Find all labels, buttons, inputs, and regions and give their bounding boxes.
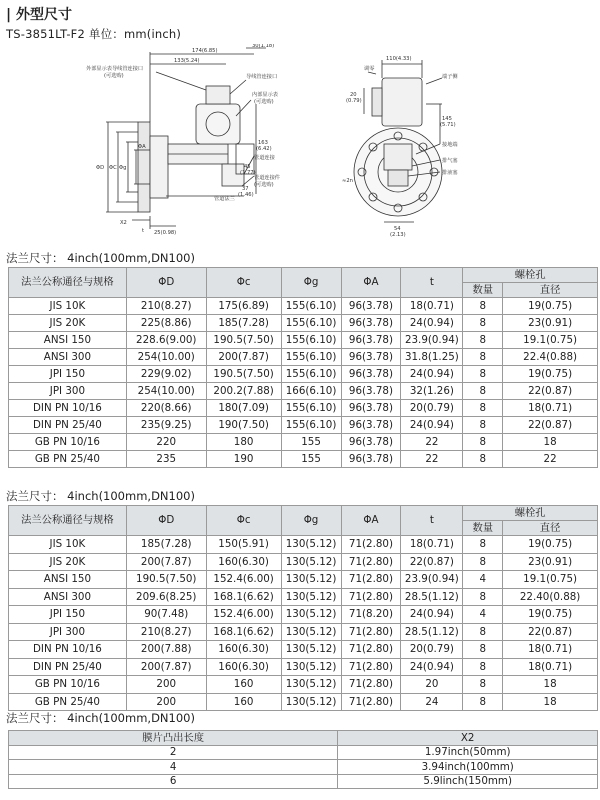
table-cell: 8 (463, 676, 503, 694)
table-cell: 24(0.94) (401, 606, 463, 624)
label-optional-2: (可选购) (254, 99, 274, 105)
dim-phi-a: ΦA (138, 144, 146, 150)
table-cell: 254(10.00) (126, 383, 206, 400)
table-cell: 130(5.12) (281, 606, 341, 624)
spec-cell: JPI 300 (9, 623, 127, 641)
table-cell: 166(6.10) (281, 383, 341, 400)
spec-cell: ANSI 300 (9, 588, 127, 606)
table-cell: 96(3.78) (341, 434, 401, 451)
table-cell: 130(5.12) (281, 641, 341, 659)
table-cell: 71(2.80) (341, 641, 401, 659)
dim-x2: X2 (120, 220, 127, 226)
table-row (9, 349, 598, 366)
spec-cell: JIS 20K (9, 553, 127, 571)
table-cell: 8 (463, 641, 503, 659)
table-cell: 200(7.87) (206, 349, 281, 366)
dim-163: 163 (258, 140, 268, 146)
table-cell: 160(6.30) (206, 553, 281, 571)
table-cell: 130(5.12) (281, 693, 341, 711)
table-cell: 155(6.10) (281, 315, 341, 332)
table-row (9, 606, 598, 624)
table-cell: 210(8.27) (126, 298, 206, 315)
table-cell: 1.97inch(50mm) (338, 745, 598, 760)
table-cell: 8 (463, 298, 503, 315)
table-cell: 23.9(0.94) (401, 332, 463, 349)
table3-body (9, 745, 598, 789)
table-cell: 19.1(0.75) (503, 571, 598, 589)
table-cell: 24(0.94) (401, 658, 463, 676)
table-cell: 229(9.02) (126, 366, 206, 383)
table-cell: 190(7.50) (206, 417, 281, 434)
table-row (9, 760, 598, 775)
table-cell: 160(6.30) (206, 658, 281, 676)
table-cell: 235 (126, 451, 206, 468)
table-cell: 220 (126, 434, 206, 451)
col-header-phi-g: Φg (281, 506, 341, 536)
table-cell: 160 (206, 676, 281, 694)
dim-20-inch: (0.79) (346, 98, 362, 104)
table-row (9, 553, 598, 571)
table-cell: 8 (463, 536, 503, 554)
table-row (9, 366, 598, 383)
dim-37: 37 (242, 186, 249, 192)
dim-133: 133(5.24) (174, 58, 200, 64)
table-cell: 235(9.25) (126, 417, 206, 434)
table-cell: 28.5(1.12) (401, 623, 463, 641)
col-header-protrusion: 膜片凸出长度 (9, 731, 338, 746)
table-row (9, 417, 598, 434)
label-terminal-side: 端子侧 (442, 74, 458, 80)
table-cell: 200.2(7.88) (206, 383, 281, 400)
spec-cell: ANSI 300 (9, 349, 127, 366)
dim-30: 30(1.18) (252, 44, 275, 49)
table-cell: 90(7.48) (126, 606, 206, 624)
table-cell: 19(0.75) (503, 536, 598, 554)
table-cell: 18(0.71) (503, 641, 598, 659)
dim-45-inch: (1.77) (240, 170, 256, 176)
table-cell: 71(2.80) (341, 588, 401, 606)
spec-cell: DIN PN 10/16 (9, 641, 127, 659)
table-cell: 225(8.86) (126, 315, 206, 332)
table-cell: 24(0.94) (401, 417, 463, 434)
dim-phi-d: ΦD (96, 165, 105, 171)
table-cell: 71(8.20) (341, 606, 401, 624)
table-cell: 22(0.87) (503, 623, 598, 641)
spec-cell: GB PN 25/40 (9, 693, 127, 711)
table-row (9, 641, 598, 659)
table-cell: 8 (463, 417, 503, 434)
col-header-phi-a: ΦA (341, 268, 401, 298)
table-row (9, 571, 598, 589)
table-cell: 152.4(6.00) (206, 606, 281, 624)
spec-cell: GB PN 10/16 (9, 434, 127, 451)
col-header-bolt-holes: 螺栓孔 (463, 506, 598, 521)
label-pipe-connection: 管道连接 (254, 155, 275, 161)
table-cell: 160(6.30) (206, 641, 281, 659)
table-cell: 8 (463, 623, 503, 641)
table-cell: 22 (401, 434, 463, 451)
table-cell: 23(0.91) (503, 315, 598, 332)
table-cell: 96(3.78) (341, 315, 401, 332)
table-row (9, 315, 598, 332)
table-cell: 8 (463, 553, 503, 571)
table-cell: 185(7.28) (126, 536, 206, 554)
spec-cell: DIN PN 10/16 (9, 400, 127, 417)
col-header-phi-c: Φc (206, 268, 281, 298)
table-cell: 32(1.26) (401, 383, 463, 400)
model-unit-subtitle: TS-3851LT-F2 单位：mm(inch) (6, 27, 182, 41)
table-cell: 23(0.91) (503, 553, 598, 571)
table-cell: 155(6.10) (281, 417, 341, 434)
table2-body (9, 536, 598, 711)
label-ground-terminal: 接地端 (442, 142, 458, 148)
dim-54: 54 (394, 226, 401, 232)
table-row (9, 332, 598, 349)
table-cell: 155(6.10) (281, 298, 341, 315)
spec-cell: DIN PN 25/40 (9, 658, 127, 676)
dim-174: 174(6.85) (192, 48, 218, 54)
spec-cell: JPI 150 (9, 366, 127, 383)
table-cell: 71(2.80) (341, 693, 401, 711)
table-cell: 155 (281, 451, 341, 468)
table-cell: 28.5(1.12) (401, 588, 463, 606)
table-cell: 8 (463, 658, 503, 676)
dim-phi-g: Φg (119, 165, 127, 171)
table-cell: 96(3.78) (341, 349, 401, 366)
spec-cell: 2 (9, 745, 338, 760)
table-cell: 168.1(6.62) (206, 623, 281, 641)
label-external-display-conduit: 外部显示表导线管连接口 (86, 66, 144, 72)
spec-cell: JIS 10K (9, 536, 127, 554)
col-header-t: t (401, 506, 463, 536)
spec-cell: DIN PN 25/40 (9, 417, 127, 434)
table-cell: 155(6.10) (281, 349, 341, 366)
table-cell: 18 (503, 434, 598, 451)
table-cell: 8 (463, 434, 503, 451)
table-cell: 22(0.87) (503, 383, 598, 400)
label-pipe-fitting: 管道连接件 (254, 175, 280, 181)
col-header-x2: X2 (338, 731, 598, 746)
table2-label: 法兰尺寸： 4inch(100mm,DN100) (6, 489, 195, 503)
table-cell: 209.6(8.25) (126, 588, 206, 606)
col-header-phi-a: ΦA (341, 506, 401, 536)
table-cell: 168.1(6.62) (206, 588, 281, 606)
table-cell: 96(3.78) (341, 400, 401, 417)
table-cell: 8 (463, 383, 503, 400)
table-cell: 160 (206, 693, 281, 711)
dim-54-inch: (2.13) (390, 232, 406, 238)
dim-2n: ≈2n (342, 178, 353, 184)
table1-body (9, 298, 598, 468)
dim-145-inch: (5.71) (440, 122, 456, 128)
label-vent-plug: 排气塞 (442, 158, 458, 164)
table-cell: 200(7.87) (126, 658, 206, 676)
table-cell: 8 (463, 349, 503, 366)
flange-table-1 (8, 267, 598, 468)
col-header-quantity: 数量 (463, 283, 503, 298)
table-cell: 22(0.87) (503, 417, 598, 434)
dim-20: 20 (350, 92, 357, 98)
dim-t: t (142, 228, 145, 234)
table-cell: 220(8.66) (126, 400, 206, 417)
table-cell: 22.40(0.88) (503, 588, 598, 606)
col-header-spec: 法兰公称通径与规格 (9, 506, 127, 536)
spec-cell: JPI 150 (9, 606, 127, 624)
table-cell: 20 (401, 676, 463, 694)
table-cell: 24(0.94) (401, 366, 463, 383)
table-cell: 200(7.88) (126, 641, 206, 659)
table-row (9, 383, 598, 400)
table-cell: 228.6(9.00) (126, 332, 206, 349)
label-conduit-connection: 导线管连接口 (246, 74, 278, 80)
dim-110: 110(4.33) (386, 56, 412, 62)
table-row (9, 658, 598, 676)
col-header-phi-d: ΦD (126, 268, 206, 298)
table-cell: 20(0.79) (401, 400, 463, 417)
spec-cell: ANSI 150 (9, 571, 127, 589)
table-cell: 19(0.75) (503, 298, 598, 315)
col-header-diameter: 直径 (503, 521, 598, 536)
table-cell: 4 (463, 571, 503, 589)
table-cell: 18 (503, 693, 598, 711)
table-row (9, 693, 598, 711)
table-cell: 130(5.12) (281, 553, 341, 571)
table-row (9, 400, 598, 417)
table-cell: 130(5.12) (281, 536, 341, 554)
table-row (9, 774, 598, 789)
col-header-t: t (401, 268, 463, 298)
table-cell: 155(6.10) (281, 332, 341, 349)
dim-145: 145 (442, 116, 452, 122)
spec-cell: 4 (9, 760, 338, 775)
spec-cell: JIS 10K (9, 298, 127, 315)
table-cell: 152.4(6.00) (206, 571, 281, 589)
table-cell: 155(6.10) (281, 366, 341, 383)
diaphragm-table (8, 730, 598, 789)
col-header-phi-g: Φg (281, 268, 341, 298)
label-optional-1: (可选购) (104, 73, 124, 79)
spec-cell: ANSI 150 (9, 332, 127, 349)
dim-phi-c: ΦC (109, 165, 117, 171)
table-cell: 22.4(0.88) (503, 349, 598, 366)
table-cell: 18(0.71) (401, 536, 463, 554)
table-cell: 71(2.80) (341, 553, 401, 571)
table-cell: 8 (463, 588, 503, 606)
table-cell: 71(2.80) (341, 536, 401, 554)
table-cell: 190.5(7.50) (206, 332, 281, 349)
table-cell: 8 (463, 366, 503, 383)
flange-table-2 (8, 505, 598, 711)
table-cell: 130(5.12) (281, 658, 341, 676)
table-cell: 71(2.80) (341, 676, 401, 694)
label-optional-3: (可选购) (254, 182, 274, 188)
col-header-spec: 法兰公称通径与规格 (9, 268, 127, 298)
table-row (9, 588, 598, 606)
table-cell: 96(3.78) (341, 332, 401, 349)
table-cell: 24(0.94) (401, 315, 463, 332)
table-cell: 185(7.28) (206, 315, 281, 332)
table-cell: 96(3.78) (341, 298, 401, 315)
table-cell: 8 (463, 693, 503, 711)
table-cell: 254(10.00) (126, 349, 206, 366)
table-cell: 155 (281, 434, 341, 451)
table-cell: 20(0.79) (401, 641, 463, 659)
table-cell: 96(3.78) (341, 366, 401, 383)
dim-25: 25(0.98) (154, 230, 177, 236)
label-drain-plug: 排液塞 (442, 170, 458, 176)
table-cell: 130(5.12) (281, 588, 341, 606)
table3-label: 法兰尺寸： 4inch(100mm,DN100) (6, 711, 195, 725)
table-cell: 4 (463, 606, 503, 624)
table-cell: 130(5.12) (281, 571, 341, 589)
dimension-drawing (46, 44, 566, 238)
table-row (9, 536, 598, 554)
dim-37-inch: (1.46) (238, 192, 254, 198)
table-row (9, 434, 598, 451)
table-cell: 5.9linch(150mm) (338, 774, 598, 789)
table-cell: 8 (463, 400, 503, 417)
col-header-diameter: 直径 (503, 283, 598, 298)
label-pipe-flange: 管道法兰 (214, 196, 235, 202)
table-cell: 18 (503, 676, 598, 694)
table-cell: 190.5(7.50) (206, 366, 281, 383)
table-cell: 200 (126, 676, 206, 694)
table-row (9, 298, 598, 315)
table-cell: 96(3.78) (341, 383, 401, 400)
table-cell: 31.8(1.25) (401, 349, 463, 366)
table-cell: 180 (206, 434, 281, 451)
col-header-phi-c: Φc (206, 506, 281, 536)
table-cell: 71(2.80) (341, 571, 401, 589)
table-cell: 130(5.12) (281, 623, 341, 641)
table-cell: 200 (126, 693, 206, 711)
spec-cell: GB PN 25/40 (9, 451, 127, 468)
table-row (9, 676, 598, 694)
table-cell: 71(2.80) (341, 658, 401, 676)
table-cell: 22 (401, 451, 463, 468)
spec-cell: JPI 300 (9, 383, 127, 400)
table-cell: 8 (463, 332, 503, 349)
table-cell: 190.5(7.50) (126, 571, 206, 589)
col-header-phi-d: ΦD (126, 506, 206, 536)
spec-cell: GB PN 10/16 (9, 676, 127, 694)
table-cell: 96(3.78) (341, 451, 401, 468)
table-cell: 210(8.27) (126, 623, 206, 641)
table-row (9, 623, 598, 641)
table-cell: 200(7.87) (126, 553, 206, 571)
table-cell: 3.94inch(100mm) (338, 760, 598, 775)
dim-45: 45 (244, 164, 251, 170)
table-cell: 155(6.10) (281, 400, 341, 417)
table-cell: 22(0.87) (401, 553, 463, 571)
table-cell: 130(5.12) (281, 676, 341, 694)
table-cell: 150(5.91) (206, 536, 281, 554)
table-cell: 180(7.09) (206, 400, 281, 417)
table-cell: 190 (206, 451, 281, 468)
table-row (9, 451, 598, 468)
table-cell: 19.1(0.75) (503, 332, 598, 349)
table-row (9, 745, 598, 760)
table-cell: 18(0.71) (503, 400, 598, 417)
label-internal-display: 内部显示表 (252, 92, 278, 98)
dim-163-inch: (6.42) (256, 146, 272, 152)
table-cell: 19(0.75) (503, 606, 598, 624)
table1-label: 法兰尺寸： 4inch(100mm,DN100) (6, 251, 195, 265)
page-title: | 外型尺寸 (6, 7, 72, 23)
table-cell: 96(3.78) (341, 417, 401, 434)
table-cell: 18(0.71) (401, 298, 463, 315)
table-cell: 18(0.71) (503, 658, 598, 676)
label-zero-adjust: 调零 (364, 66, 375, 72)
table-cell: 19(0.75) (503, 366, 598, 383)
table-cell: 22 (503, 451, 598, 468)
table-cell: 24 (401, 693, 463, 711)
table-cell: 71(2.80) (341, 623, 401, 641)
col-header-quantity: 数量 (463, 521, 503, 536)
spec-cell: 6 (9, 774, 338, 789)
table-cell: 8 (463, 315, 503, 332)
table-cell: 175(6.89) (206, 298, 281, 315)
table-cell: 23.9(0.94) (401, 571, 463, 589)
col-header-bolt-holes: 螺栓孔 (463, 268, 598, 283)
spec-cell: JIS 20K (9, 315, 127, 332)
table-cell: 8 (463, 451, 503, 468)
